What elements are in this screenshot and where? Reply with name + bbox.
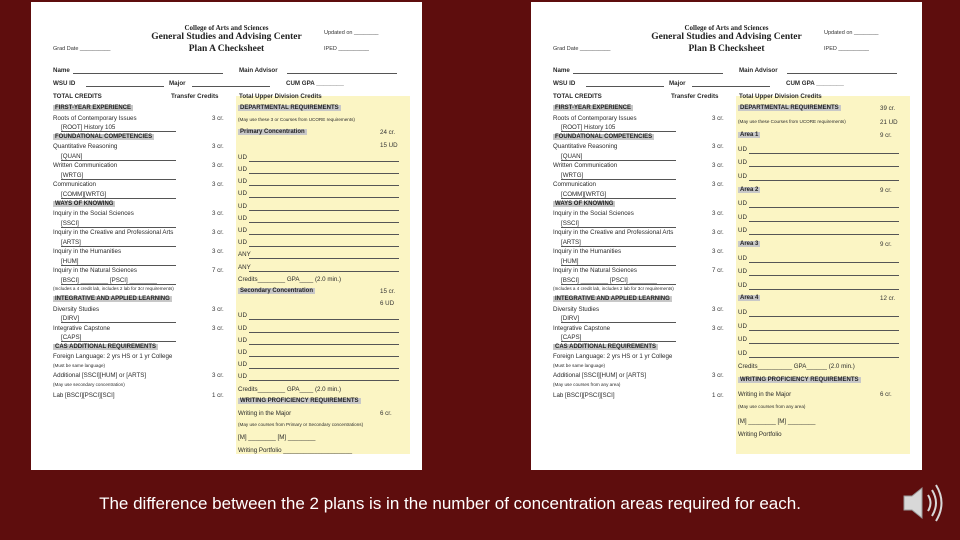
- fill-line: [561, 246, 676, 247]
- fill-line: [249, 222, 399, 223]
- credit-value: 3 cr.: [212, 248, 224, 256]
- fill-line: [749, 153, 899, 154]
- credit-value: 9 cr.: [880, 241, 892, 248]
- plan-title: Plan A Checksheet: [188, 44, 265, 54]
- fill-line: [61, 198, 176, 199]
- course-tag: [WRTG]: [61, 171, 84, 179]
- course-line-label: UD: [238, 349, 247, 356]
- requirement-label: Diversity Studies: [53, 305, 100, 313]
- college-title: College of Arts and Sciences: [684, 24, 769, 32]
- fill-line: [249, 173, 399, 174]
- upper-division-label: Total Upper Division Credits: [239, 93, 322, 100]
- fill-line: [86, 86, 164, 87]
- fill-line: [249, 368, 399, 369]
- course-line-label: UD: [238, 239, 247, 247]
- updated-on: Updated on ________: [324, 30, 379, 36]
- grad-date: Grad Date __________: [53, 46, 111, 52]
- credit-value: 6 cr.: [880, 390, 892, 398]
- requirement-label: Additional [SSCI][HUM] or [ARTS]: [53, 372, 147, 380]
- requirement-label: Roots of Contemporary Issues: [53, 114, 137, 122]
- requirement-label: Communication: [53, 181, 96, 189]
- fill-line: [61, 131, 176, 132]
- requirement-label: Inquiry in the Natural Sciences: [53, 267, 137, 275]
- upper-division-label: Total Upper Division Credits: [739, 93, 822, 100]
- course-tag: [WRTG]: [561, 171, 584, 179]
- total-credits-label: TOTAL CREDITS: [553, 93, 602, 100]
- course-tag: [CAPS]: [561, 334, 582, 342]
- course-line-label: UD: [238, 202, 247, 210]
- course-tag: [ARTS]: [61, 238, 81, 246]
- major-label: Major: [169, 80, 186, 87]
- course-tag: [QUAN]: [61, 152, 83, 160]
- fill-line: [561, 284, 676, 285]
- course-tag: [HUM]: [61, 257, 79, 265]
- course-line-label: UD: [738, 254, 747, 262]
- fill-line: [73, 73, 223, 74]
- credit-value: 3 cr.: [712, 372, 724, 380]
- course-line-label: UD: [238, 190, 247, 198]
- requirement-label: Writing Portfolio ____________________: [238, 446, 353, 454]
- course-line-label: UD: [738, 227, 747, 235]
- college-title: College of Arts and Sciences: [184, 24, 269, 32]
- requirement-label: Quantitative Reasoning: [553, 143, 618, 151]
- name-label: Name: [553, 67, 570, 74]
- section-header: Area 1: [740, 132, 759, 139]
- fill-line: [749, 289, 899, 290]
- fill-line: [561, 160, 676, 161]
- course-line-label: UD: [738, 268, 747, 276]
- plan-a-checksheet: [31, 2, 422, 470]
- credit-value: 3 cr.: [212, 143, 224, 151]
- credit-value: 9 cr.: [880, 132, 892, 140]
- requirement-label: Inquiry in the Social Sciences: [53, 210, 134, 218]
- credit-value: 21 UD: [880, 118, 898, 126]
- section-header: Area 4: [740, 295, 759, 302]
- note-text: (Must be same language): [553, 362, 606, 368]
- advisor-label: Main Advisor: [739, 67, 778, 74]
- course-tag: [ARTS]: [561, 238, 581, 246]
- fill-line: [749, 234, 899, 235]
- note-text: (Must be same language): [53, 362, 106, 368]
- requirement-label: [M] ________ [M] ________: [238, 434, 316, 442]
- fill-line: [749, 166, 899, 167]
- course-line-label: UD: [738, 336, 747, 344]
- section-header: Secondary Concentration: [240, 288, 314, 294]
- fill-line: [749, 221, 899, 222]
- course-line-label: UD: [238, 166, 247, 173]
- credit-value: 3 cr.: [212, 324, 224, 332]
- note-text: (Includes a 4 credit lab, includes 2 lab for 3cr requirements): [53, 286, 174, 292]
- fill-line: [192, 86, 270, 87]
- requirement-label: Diversity Studies: [553, 305, 600, 313]
- note-text: (May use these 3 or Courses from UCORE requirements): [238, 117, 355, 123]
- fill-line: [61, 322, 176, 323]
- course-tag: [COMM][WRTG]: [61, 190, 107, 198]
- iped-field: IPED __________: [324, 46, 369, 52]
- course-tag: [SSCI]: [61, 219, 79, 227]
- transfer-credits-label: Transfer Credits: [171, 93, 219, 100]
- credit-value: 3 cr.: [712, 162, 724, 170]
- course-line-label: UD: [738, 159, 747, 167]
- credit-value: 3 cr.: [212, 372, 224, 380]
- section-header: WRITING PROFICIENCY REQUIREMENTS: [740, 377, 859, 383]
- fill-line: [561, 341, 676, 342]
- course-tag: [HUM]: [561, 257, 579, 265]
- fill-line: [561, 322, 676, 323]
- credit-value: 12 cr.: [880, 295, 896, 303]
- fill-line: [249, 380, 399, 381]
- requirement-label: Writing in the Major: [738, 390, 792, 398]
- requirement-label: Inquiry in the Humanities: [553, 248, 622, 256]
- requirement-label: Written Communication: [553, 162, 618, 170]
- plan-b-checksheet: [531, 2, 922, 470]
- fill-line: [749, 343, 899, 344]
- requirement-label: Credits__________ GPA______ (2.0 min.): [738, 363, 855, 371]
- slide-caption: The difference between the 2 plans is in the number of concentration areas required for each.: [99, 494, 801, 513]
- fill-line: [561, 265, 676, 266]
- credit-value: 3 cr.: [212, 114, 224, 122]
- fill-line: [61, 284, 176, 285]
- section-header: FIRST-YEAR EXPERIENCE: [55, 105, 132, 111]
- fill-line: [749, 262, 899, 263]
- fill-line: [61, 341, 176, 342]
- fill-line: [249, 271, 399, 272]
- fill-line: [561, 198, 676, 199]
- fill-line: [249, 246, 399, 247]
- note-text: (May use these Courses from UCORE requirements): [738, 118, 846, 124]
- course-line-label: UD: [238, 324, 247, 332]
- section-header: WAYS OF KNOWING: [555, 200, 614, 207]
- cum-gpa-label: CUM GPA ________: [286, 80, 344, 87]
- fill-line: [249, 197, 399, 198]
- course-tag: [ROOT] History 105: [61, 124, 116, 132]
- course-tag: [CAPS]: [61, 334, 82, 342]
- credit-value: 3 cr.: [212, 305, 224, 313]
- fill-line: [249, 161, 399, 162]
- iped-field: IPED __________: [824, 46, 869, 52]
- grad-date: Grad Date __________: [553, 46, 611, 52]
- requirement-label: Credits________ GPA____ (2.0 min.): [238, 385, 342, 393]
- section-header: Area 2: [740, 186, 759, 193]
- note-text: (May use courses from Primary or Secondary concentrations): [238, 422, 364, 428]
- credit-value: 3 cr.: [212, 229, 224, 237]
- section-header: FOUNDATIONAL COMPETENCIES: [555, 133, 653, 140]
- fill-line: [573, 73, 723, 74]
- fill-line: [249, 185, 399, 186]
- section-header: DEPARTMENTAL REQUIREMENTS: [240, 105, 339, 111]
- fill-line: [249, 344, 399, 345]
- speaker-icon[interactable]: [898, 478, 948, 528]
- requirement-label: Foreign Language: 2 yrs HS or 1 yr College: [53, 353, 173, 361]
- note-text: (May use courses from any area): [553, 381, 621, 387]
- requirement-label: Additional [SSCI][HUM] or [ARTS]: [553, 372, 647, 380]
- wsu-id-label: WSU ID: [553, 80, 576, 87]
- credit-value: 3 cr.: [712, 181, 724, 189]
- credit-value: 3 cr.: [212, 162, 224, 170]
- fill-line: [61, 179, 176, 180]
- requirement-label: Lab [BSCI][PSCI][SCI]: [553, 391, 615, 399]
- course-line-label: ANY: [238, 263, 251, 271]
- course-tag: [DIRV]: [561, 315, 580, 323]
- course-line-label: UD: [738, 200, 747, 208]
- course-line-label: UD: [738, 322, 747, 330]
- credit-value: 3 cr.: [712, 324, 724, 332]
- credit-value: 7 cr.: [712, 267, 724, 275]
- course-line-label: ANY: [238, 251, 251, 259]
- section-header: INTEGRATIVE AND APPLIED LEARNING: [555, 296, 670, 302]
- section-header: INTEGRATIVE AND APPLIED LEARNING: [55, 296, 170, 302]
- fill-line: [249, 234, 399, 235]
- updated-on: Updated on ________: [824, 30, 879, 36]
- requirement-label: Inquiry in the Creative and Professional Arts: [553, 229, 674, 237]
- credit-value: 3 cr.: [212, 181, 224, 189]
- course-line-label: UD: [238, 153, 247, 161]
- course-line-label: UD: [238, 312, 247, 320]
- credit-value: 15 cr.: [380, 288, 396, 295]
- fill-line: [249, 258, 399, 259]
- credit-value: 3 cr.: [712, 248, 724, 256]
- course-line-label: UD: [238, 178, 247, 186]
- requirement-label: Integrative Capstone: [53, 324, 111, 332]
- note-text: (May use secondary concentration): [53, 381, 125, 387]
- fill-line: [249, 332, 399, 333]
- course-tag: [QUAN]: [561, 152, 583, 160]
- course-line-label: UD: [738, 309, 747, 316]
- requirement-label: Credits________ GPA____ (2.0 min.): [238, 275, 342, 283]
- requirement-label: Inquiry in the Natural Sciences: [553, 267, 637, 275]
- requirement-label: Foreign Language: 2 yrs HS or 1 yr College: [553, 353, 673, 361]
- credit-value: 24 cr.: [380, 129, 396, 137]
- course-line-label: UD: [738, 349, 747, 357]
- course-line-label: UD: [738, 173, 747, 180]
- course-tag: [COMM][WRTG]: [561, 190, 607, 198]
- note-text: (Includes a 4 credit lab, includes 2 lab for 3cr requirements): [553, 286, 674, 292]
- credit-value: 6 UD: [380, 300, 395, 308]
- course-tag: [BSCI] ________ [PSCI] ________: [61, 276, 157, 284]
- fill-line: [749, 316, 899, 317]
- fill-line: [749, 207, 899, 208]
- requirement-label: Written Communication: [53, 162, 118, 170]
- requirement-label: Writing in the Major: [238, 410, 292, 417]
- credit-value: 3 cr.: [712, 143, 724, 151]
- credit-value: 6 cr.: [380, 410, 392, 417]
- course-tag: [SSCI]: [561, 219, 579, 227]
- course-tag: [ROOT] History 105: [561, 124, 616, 132]
- course-line-label: UD: [238, 373, 247, 381]
- section-header: CAS ADDITIONAL REQUIREMENTS: [555, 343, 657, 350]
- fill-line: [749, 330, 899, 331]
- course-line-label: UD: [238, 361, 247, 369]
- credit-value: 1 cr.: [712, 391, 724, 399]
- center-title: General Studies and Advising Center: [651, 32, 802, 42]
- course-tag: [BSCI] ________ [PSCI] ________: [561, 276, 657, 284]
- requirement-label: Inquiry in the Humanities: [53, 248, 122, 256]
- course-line-label: UD: [738, 281, 747, 289]
- major-label: Major: [669, 80, 686, 87]
- fill-line: [61, 227, 176, 228]
- fill-line: [561, 131, 676, 132]
- section-header: Area 3: [740, 241, 759, 247]
- credit-value: 9 cr.: [880, 186, 892, 194]
- plan-title: Plan B Checksheet: [688, 44, 765, 54]
- note-text: (May use courses from any area): [738, 404, 806, 410]
- total-credits-label: TOTAL CREDITS: [53, 93, 102, 100]
- section-header: FIRST-YEAR EXPERIENCE: [555, 105, 632, 111]
- credit-value: 39 cr.: [880, 105, 896, 112]
- section-header: Primary Concentration: [240, 129, 305, 136]
- fill-line: [61, 265, 176, 266]
- requirement-label: Quantitative Reasoning: [53, 143, 118, 151]
- cum-gpa-label: CUM GPA ________: [786, 80, 844, 87]
- fill-line: [61, 246, 176, 247]
- requirement-label: Inquiry in the Creative and Professional Arts: [53, 229, 174, 237]
- credit-value: 1 cr.: [212, 391, 224, 399]
- transfer-credits-label: Transfer Credits: [671, 93, 719, 100]
- fill-line: [749, 275, 899, 276]
- fill-line: [249, 319, 399, 320]
- fill-line: [561, 179, 676, 180]
- center-title: General Studies and Advising Center: [151, 32, 302, 42]
- section-header: WRITING PROFICIENCY REQUIREMENTS: [240, 397, 359, 404]
- credit-value: 3 cr.: [712, 229, 724, 237]
- fill-line: [287, 73, 397, 74]
- advisor-label: Main Advisor: [239, 67, 278, 74]
- requirement-label: Communication: [553, 181, 596, 189]
- section-header: FOUNDATIONAL COMPETENCIES: [55, 133, 153, 140]
- fill-line: [249, 210, 399, 211]
- fill-line: [586, 86, 664, 87]
- requirement-label: Lab [BSCI][PSCI][SCI]: [53, 391, 115, 399]
- course-line-label: UD: [238, 214, 247, 222]
- section-header: DEPARTMENTAL REQUIREMENTS: [740, 105, 839, 111]
- credit-value: 15 UD: [380, 141, 398, 149]
- fill-line: [61, 160, 176, 161]
- credit-value: 3 cr.: [212, 210, 224, 218]
- course-line-label: UD: [738, 145, 747, 153]
- requirement-label: Roots of Contemporary Issues: [553, 114, 637, 122]
- credit-value: 3 cr.: [712, 305, 724, 313]
- course-line-label: UD: [738, 213, 747, 221]
- fill-line: [749, 357, 899, 358]
- credit-value: 3 cr.: [712, 210, 724, 218]
- fill-line: [749, 180, 899, 181]
- fill-line: [249, 356, 399, 357]
- course-tag: [DIRV]: [61, 315, 80, 323]
- fill-line: [692, 86, 770, 87]
- requirement-label: [M] ________ [M] ________: [738, 417, 816, 425]
- wsu-id-label: WSU ID: [53, 80, 76, 87]
- fill-line: [561, 227, 676, 228]
- credit-value: 7 cr.: [212, 267, 224, 275]
- course-line-label: UD: [238, 227, 247, 234]
- fill-line: [787, 73, 897, 74]
- section-header: CAS ADDITIONAL REQUIREMENTS: [55, 343, 157, 350]
- section-header: WAYS OF KNOWING: [55, 200, 114, 207]
- requirement-label: Inquiry in the Social Sciences: [553, 210, 634, 218]
- requirement-label: Writing Portfolio: [738, 431, 782, 439]
- credit-value: 3 cr.: [712, 114, 724, 122]
- course-line-label: UD: [238, 336, 247, 344]
- requirement-label: Integrative Capstone: [553, 324, 611, 332]
- name-label: Name: [53, 67, 70, 74]
